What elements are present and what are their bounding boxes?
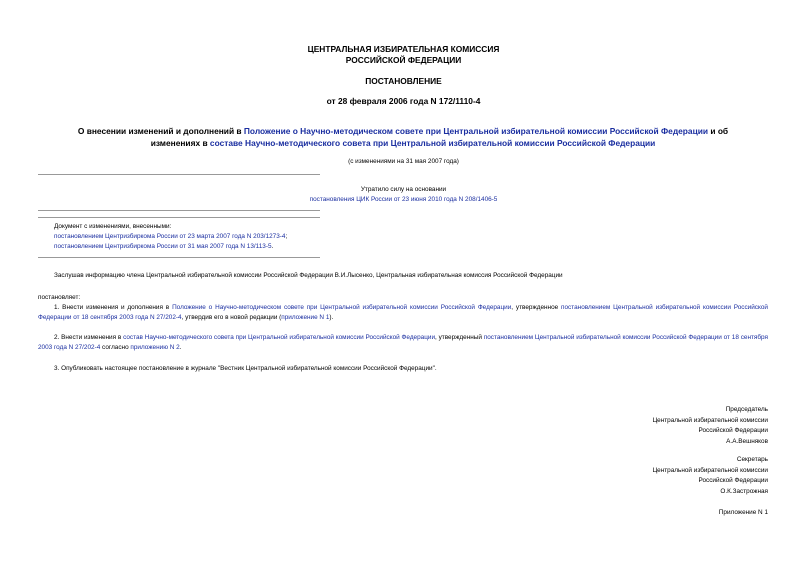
document-title bbox=[58, 126, 748, 149]
item1-link-resolution[interactable]: постановлением Центральной избирательной комиссии Российской Федерации от 18 сентября 2003 года N 27/202-4 bbox=[38, 304, 768, 321]
item1-text-4: ). bbox=[329, 314, 334, 321]
item2-link-composition[interactable]: состав Научно-методического совета при Центральной избирательной комиссии Российской Федерации bbox=[123, 334, 436, 341]
secretary-role: Секретарь bbox=[736, 456, 768, 463]
org-name-line2: РОССИЙСКОЙ ФЕДЕРАЦИИ bbox=[345, 55, 462, 65]
changes-sep-1: ; bbox=[285, 233, 288, 240]
item1-text-1: 1. Внести изменения и дополнения в bbox=[54, 304, 173, 311]
item2-text-1: 2. Внести изменения в bbox=[54, 334, 124, 341]
secretary-name: О.К.Застрожная bbox=[720, 487, 768, 495]
void-notice-link[interactable]: постановления ЦИК России от 23 июня 2010 года N 208/1406-5 bbox=[309, 196, 498, 203]
divider bbox=[38, 210, 320, 211]
chair-role: Председатель bbox=[725, 406, 768, 413]
divider bbox=[38, 257, 320, 258]
title-text-1: О внесении изменений и дополнений в bbox=[77, 126, 244, 136]
item1-link-regulation[interactable]: Положение о Научно-методическом совете при Центральной избирательной комиссии Российской Федерации bbox=[172, 304, 512, 311]
item1-text-2: , утвержденное bbox=[511, 304, 562, 311]
preamble: Заслушав информацию члена Центральной избирательной комиссии Российской Федерации В.И.Лысенко, Центральная избирательная комиссия Российской Федерации bbox=[54, 272, 563, 279]
divider bbox=[38, 174, 320, 175]
doc-date-number: от 28 февраля 2006 года N 172/1110-4 bbox=[326, 96, 481, 106]
changes-label: Документ с изменениями, внесенными: bbox=[54, 223, 172, 230]
resolves-label: постановляет: bbox=[38, 294, 81, 301]
item2-link-appendix[interactable]: приложению N 2 bbox=[130, 344, 180, 351]
secretary-org-2: Российской Федерации bbox=[698, 477, 768, 484]
changes-link-2[interactable]: постановлением Центризбиркома России от 31 мая 2007 года N 13/113-5 bbox=[54, 243, 272, 250]
chair-name: А.А.Вешняков bbox=[726, 437, 768, 445]
item-2 bbox=[38, 333, 768, 353]
org-name-line1: ЦЕНТРАЛЬНАЯ ИЗБИРАТЕЛЬНАЯ КОМИССИЯ bbox=[307, 44, 500, 54]
appendix-label: Приложение N 1 bbox=[718, 509, 768, 516]
title-link-composition[interactable]: составе Научно-методического совета при Центральной избирательной комиссии Российской Федерации bbox=[209, 137, 656, 148]
item1-link-appendix[interactable]: приложение N 1 bbox=[281, 314, 330, 321]
amendments-note: (с изменениями на 31 мая 2007 года) bbox=[348, 158, 459, 165]
changes-link-1[interactable]: постановлением Центризбиркома России от 23 марта 2007 года N 203/1273-4 bbox=[54, 233, 286, 240]
secretary-org-1: Центральной избирательной комиссии bbox=[652, 466, 768, 474]
title-text-2: и об изменениях в bbox=[150, 126, 729, 148]
signature-chair bbox=[652, 405, 768, 447]
item2-link-resolution[interactable]: постановлением Центральной избирательной комиссии Российской Федерации от 18 сентября 2003 года N 27/202-4 bbox=[38, 334, 768, 351]
item2-text-4: . bbox=[179, 344, 182, 351]
divider bbox=[38, 217, 320, 218]
changes-sep-2: . bbox=[271, 243, 274, 250]
chair-org-2: Российской Федерации bbox=[698, 427, 768, 434]
chair-org-1: Центральной избирательной комиссии bbox=[652, 416, 768, 424]
item-1 bbox=[38, 303, 768, 323]
doc-type: ПОСТАНОВЛЕНИЕ bbox=[365, 76, 442, 86]
void-notice-text: Утратило силу на основании bbox=[360, 186, 447, 193]
item2-text-2: , утвержденный bbox=[435, 334, 484, 341]
item1-text-3: , утвердив его в новой редакции ( bbox=[181, 314, 282, 321]
item-3: 3. Опубликовать настоящее постановление в журнале "Вестник Центральной избирательной комиссии Российской Федерации". bbox=[54, 365, 437, 372]
signature-secretary bbox=[652, 455, 768, 497]
title-link-regulation[interactable]: Положение о Научно-методическом совете при Центральной избирательной комиссии Российской Федерации bbox=[243, 126, 709, 136]
item2-text-3: согласно bbox=[100, 344, 131, 351]
